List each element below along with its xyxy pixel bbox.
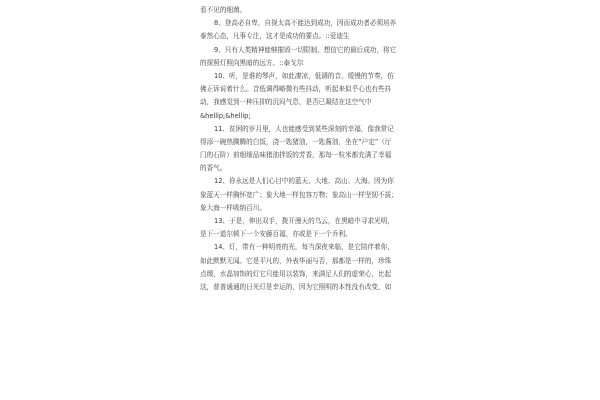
text-line: 泰然心态，凡事专注，这才是成功的要点。::爱迪生 [200, 32, 350, 41]
text-line: 门的石阶）前细细品味猪油拌饭的芳香，那每一粒米都充满了幸福 [200, 151, 392, 160]
text-line: 的探照灯照向黑暗的远方。::泰戈尔 [200, 58, 304, 67]
text-line: 象蓝天一样胸怀宽广；象大地一样包容万物；象高山一样坚韧不拔； [200, 190, 398, 199]
text-line: 这，普普通通的日光灯是幸运的，因为它照明的本性没有改变，如 [200, 282, 392, 291]
document-body [200, 4, 410, 294]
text-line: 是下一道尔顿下一个安藤百福，亦或是下一个乔利。 [200, 230, 352, 239]
text-line: 9、只有人类精神能够摧毁一切限制，想信它的最后成功，将它 [214, 45, 397, 54]
text-line: &hellip;&hellip; [200, 111, 251, 120]
text-line: 13、于是，伸出双手，拨开漫天的乌云，在黑暗中寻求光明， [214, 217, 394, 225]
text-line: 得添一碗热腾腾的白饭，浇一匙猪油，一匙酱油，坐在“户定”（厅 [200, 137, 392, 146]
text-line: 的香气。 [200, 164, 227, 173]
text-line: 点缀，水晶加饰的灯它只能用以装饰，来满足人们的虚荣心，比起 [200, 269, 392, 278]
text-line: 佛正诉说着什么。音低调得略微有些抖动，听起来似乎心也有些抖 [200, 85, 392, 94]
text-line: 动，我感觉到一种压抑的沉闷气息，是否已凝结在这空气中 [200, 98, 372, 107]
text-line: 如此默默无闻。它是平凡的，外表华丽与否，那都是一样的，珍珠 [200, 256, 392, 265]
text-line: 象大海一样吸纳百川。 [200, 203, 266, 212]
text-line: 12、你永远是人们心目中的蓝天、大地、高山、大海。因为你 [214, 177, 394, 186]
text-line: 11、贫困的岁月里，人也能感受到某些深刻的幸福，像我常记 [214, 124, 394, 133]
text-line: 看不见的细菌。 [200, 6, 247, 14]
text-line: 8、登高必自卑，自视太高不能达到成功，因而成功者必须培养 [214, 19, 397, 28]
text-line: 14、灯，带有一种明亮的光，每当深夜来临，是它陪伴着你， [214, 243, 394, 252]
text-line: 10、听，是谁的琴声，如此凄凉，低调的音，缓慢的节奏，仿 [214, 71, 394, 80]
